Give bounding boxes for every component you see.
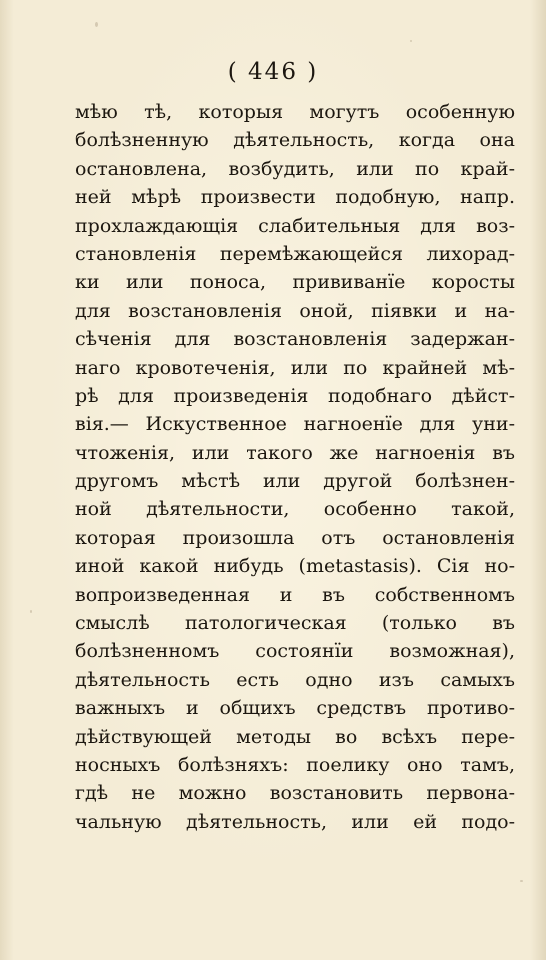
- text-line: наго кровотеченія, или по крайней мѣ-: [75, 356, 515, 379]
- paper-fleck: [520, 880, 523, 882]
- text-line: ней мѣрѣ произвести подобную, напр.: [75, 186, 515, 209]
- text-line: становленія перемѣжающейся лихорад-: [75, 242, 515, 265]
- text-line: иной какой нибудь (metastasis). Сія но-: [75, 555, 515, 578]
- text-line: мѣю тѣ, которыя могутъ особенную: [75, 101, 515, 123]
- text-line: чальную дѣятельность, или ей подо-: [75, 810, 515, 833]
- text-line: вопроизведенная и въ собственномъ: [75, 583, 515, 606]
- text-line: чтоженія, или такого же нагноенія въ: [75, 441, 515, 464]
- text-line: важныхъ и общихъ средствъ противо-: [75, 697, 515, 720]
- text-line: другомъ мѣстѣ или другой болѣзнен-: [75, 470, 515, 493]
- paper-fleck: [30, 610, 32, 613]
- text-line: вія.— Искуственное нагноенїе для уни-: [75, 413, 515, 436]
- body-text: [75, 98, 515, 836]
- text-line: остановлена, возбудить, или по край-: [75, 157, 515, 180]
- text-line: болѣзненномъ состоянїи возможная),: [75, 640, 515, 663]
- text-line: для возстановленія оной, піявки и на-: [75, 299, 515, 322]
- text-line: смыслѣ патологическая (только въ: [75, 612, 515, 635]
- paper-fleck: [410, 40, 412, 42]
- text-line: прохлаждающія слабительныя для воз-: [75, 214, 515, 237]
- text-line: рѣ для произведенія подобнаго дѣйст-: [75, 384, 515, 407]
- text-line: дѣятельность есть одно изъ самыхъ: [75, 668, 515, 691]
- text-line: гдѣ не можно возстановить первона-: [75, 782, 515, 805]
- text-line: носныхъ болѣзняхъ: поелику оно тамъ,: [75, 753, 515, 776]
- text-line: сѣченія для возстановленія задержан-: [75, 328, 515, 351]
- text-line: дѣйствующей методы во всѣхъ пере-: [75, 725, 515, 748]
- text-line: которая произошла отъ остановленія: [75, 526, 515, 549]
- paper-fleck: [95, 22, 98, 27]
- page-number: ( 446 ): [227, 59, 319, 85]
- text-line: ки или поноса, прививанїе коросты: [75, 271, 515, 294]
- text-line: ной дѣятельности, особенно такой,: [75, 498, 515, 521]
- text-line: болѣзненную дѣятельность, когда она: [75, 129, 515, 152]
